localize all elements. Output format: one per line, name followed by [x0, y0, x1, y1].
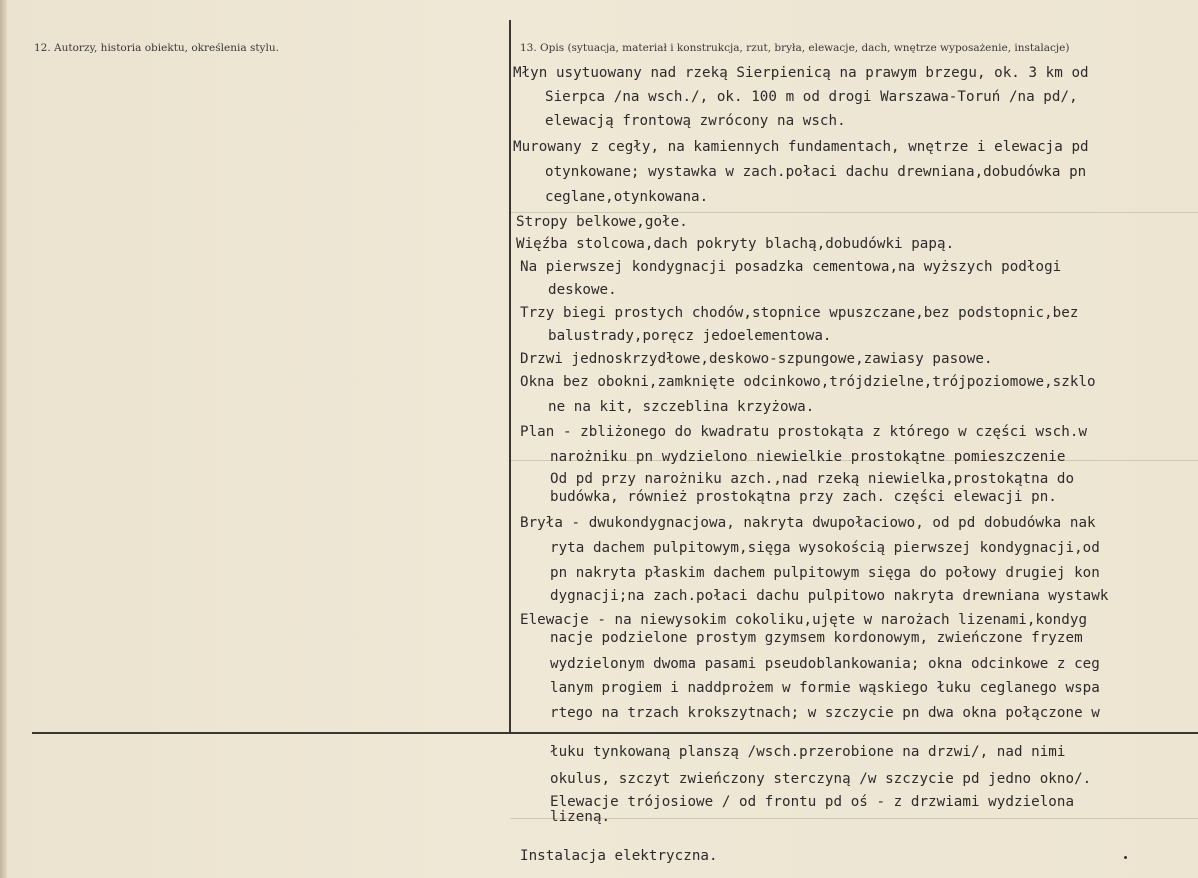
text-line: narożniku pn wydzielono niewielkie prostokątne pomieszczenie [550, 449, 1066, 465]
text-line: deskowe. [548, 282, 617, 298]
text-line: łuku tynkowaną planszą /wsch.przerobione na drzwi/, nad nimi [550, 744, 1066, 760]
text-line: pn nakryta płaskim dachem pulpitowym sięga do połowy drugiej kon [550, 565, 1100, 581]
page-edge [0, 0, 7, 878]
text-line: otynkowane; wystawka w zach.połaci dachu drewniana,dobudówka pn [545, 164, 1087, 180]
text-line: Murowany z cegły, na kamiennych fundamentach, wnętrze i elewacja pd [513, 139, 1089, 155]
text-line: lizeną. [550, 809, 611, 825]
section-12-header: 12. Autorzy, historia obiektu, określenia stylu. [34, 42, 279, 54]
text-line: Instalacja elektryczna. [520, 848, 718, 864]
section-13-header: 13. Opis (sytuacja, materiał i konstrukcja, rzut, bryła, elewacje, dach, wnętrze wyposażenie, instalacje) [520, 42, 1070, 54]
column-divider [509, 20, 511, 732]
text-line: Sierpca /na wsch./, ok. 100 m od drogi Warszawa-Toruń /na pd/, [545, 89, 1078, 105]
text-line: Na pierwszej kondygnacji posadzka cementowa,na wyższych podłogi [520, 259, 1062, 275]
text-line: Stropy belkowe,gołe. [516, 214, 688, 230]
text-line: Plan - zbliżonego do kwadratu prostokąta z którego w części wsch.w [520, 424, 1088, 440]
paper-fold [510, 818, 1198, 819]
text-line: Od pd przy narożniku azch.,nad rzeką niewielka,prostokątna do [550, 471, 1075, 487]
text-line: budówka, również prostokątna przy zach. części elewacji pn. [550, 489, 1057, 505]
text-line: Elewacje trójosiowe / od frontu pd oś - z drzwiami wydzielona [550, 794, 1075, 810]
text-line: Drzwi jednoskrzydłowe,deskowo-szpungowe,zawiasy pasowe. [520, 351, 993, 367]
text-line: rtego na trzach krokszytnach; w szczycie pn dwa okna połączone w [550, 705, 1100, 721]
text-line: balustrady,poręcz jedoelementowa. [548, 328, 832, 344]
paper-fold [510, 212, 1198, 213]
text-line: Młyn usytuowany nad rzeką Sierpienicą na prawym brzegu, ok. 3 km od [513, 65, 1089, 81]
ink-speck [1124, 856, 1127, 859]
text-line: lanym progiem i naddprożem w formie wąskiego łuku ceglanego wspa [550, 680, 1100, 696]
text-line: Okna bez obokni,zamknięte odcinkowo,trójdzielne,trójpoziomowe,szklo [520, 374, 1096, 390]
text-line: okulus, szczyt zwieńczony sterczyną /w szczycie pd jedno okno/. [550, 771, 1092, 787]
text-line: nacje podzielone prostym gzymsem kordonowym, zwieńczone fryzem [550, 630, 1083, 646]
text-line: ryta dachem pulpitowym,sięga wysokością pierwszej kondygnacji,od [550, 540, 1100, 556]
text-line: elewacją frontową zwrócony na wsch. [545, 113, 846, 129]
text-line: Bryła - dwukondygnacjowa, nakryta dwupołaciowo, od pd dobudówka nak [520, 515, 1096, 531]
text-line: ne na kit, szczeblina krzyżowa. [548, 399, 815, 415]
text-line: dygnacji;na zach.połaci dachu pulpitowo nakryta drewniana wystawk [550, 588, 1109, 604]
text-line: ceglane,otynkowana. [545, 189, 709, 205]
text-line: Więźba stolcowa,dach pokryty blachą,dobudówki papą. [516, 236, 955, 252]
form-bottom-rule [32, 732, 1198, 734]
text-line: wydzielonym dwoma pasami pseudoblankowania; okna odcinkowe z ceg [550, 656, 1100, 672]
text-line: Trzy biegi prostych chodów,stopnice wpuszczane,bez podstopnic,bez [520, 305, 1079, 321]
text-line: Elewacje - na niewysokim cokoliku,ujęte w narożach lizenami,kondyg [520, 612, 1088, 628]
